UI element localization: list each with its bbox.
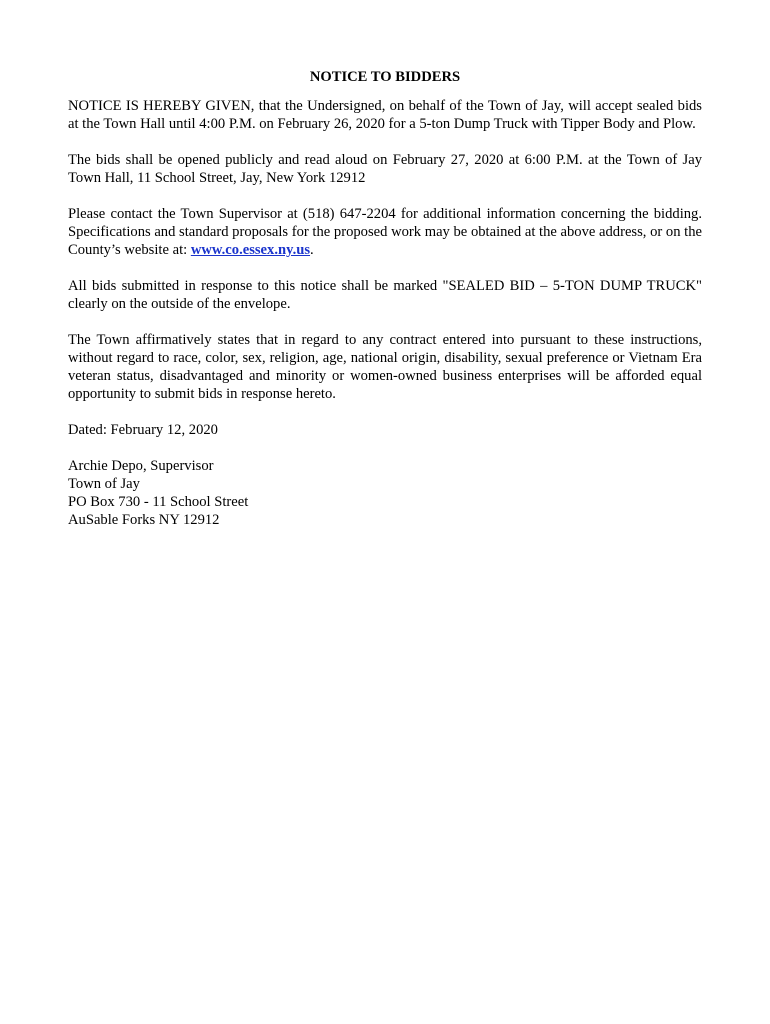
dated-line: Dated: February 12, 2020: [68, 422, 218, 438]
signature-name-title: Archie Depo, Supervisor: [68, 458, 214, 474]
bid-opening-paragraph: The bids shall be opened publicly and read aloud on February 27, 2020 at 6:00 P.M. at the Town of Jay Town Hall, 11 School Street, Jay, New York 12912: [68, 152, 702, 186]
equal-opportunity-paragraph: The Town affirmatively states that in regard to any contract entered into pursuant to these instructions, without regard to race, color, sex, religion, age, national origin, disability, sexual preference or Vietnam Era veteran status, disadvantaged and minority or women-owned business enterprises will be afforded equal opportunity to submit bids in response hereto.: [68, 332, 702, 402]
document-page: [68, 68, 702, 529]
signature-organization: Town of Jay: [68, 476, 140, 492]
document-title: NOTICE TO BIDDERS: [309, 69, 461, 85]
contact-paragraph: [68, 205, 702, 259]
signature-block: [68, 457, 702, 529]
signature-address-line2: AuSable Forks NY 12912: [68, 512, 220, 528]
signature-address-line1: PO Box 730 - 11 School Street: [68, 494, 249, 510]
contact-text: Please contact the Town Supervisor at (518) 647-2204 for additional information concerning the bidding. Specifications and standard proposals for the proposed work may be obtained at the above address, or on the County’s website at:: [68, 206, 702, 258]
contact-text-end: .: [310, 242, 314, 258]
county-website-link[interactable]: www.co.essex.ny.us: [190, 242, 311, 258]
notice-paragraph: NOTICE IS HEREBY GIVEN, that the Undersigned, on behalf of the Town of Jay, will accept sealed bids at the Town Hall until 4:00 P.M. on February 26, 2020 for a 5-ton Dump Truck with Tipper Body and Plow.: [68, 98, 702, 132]
sealed-bid-paragraph: All bids submitted in response to this notice shall be marked "SEALED BID – 5-TON DUMP TRUCK" clearly on the outside of the envelope.: [68, 278, 702, 312]
